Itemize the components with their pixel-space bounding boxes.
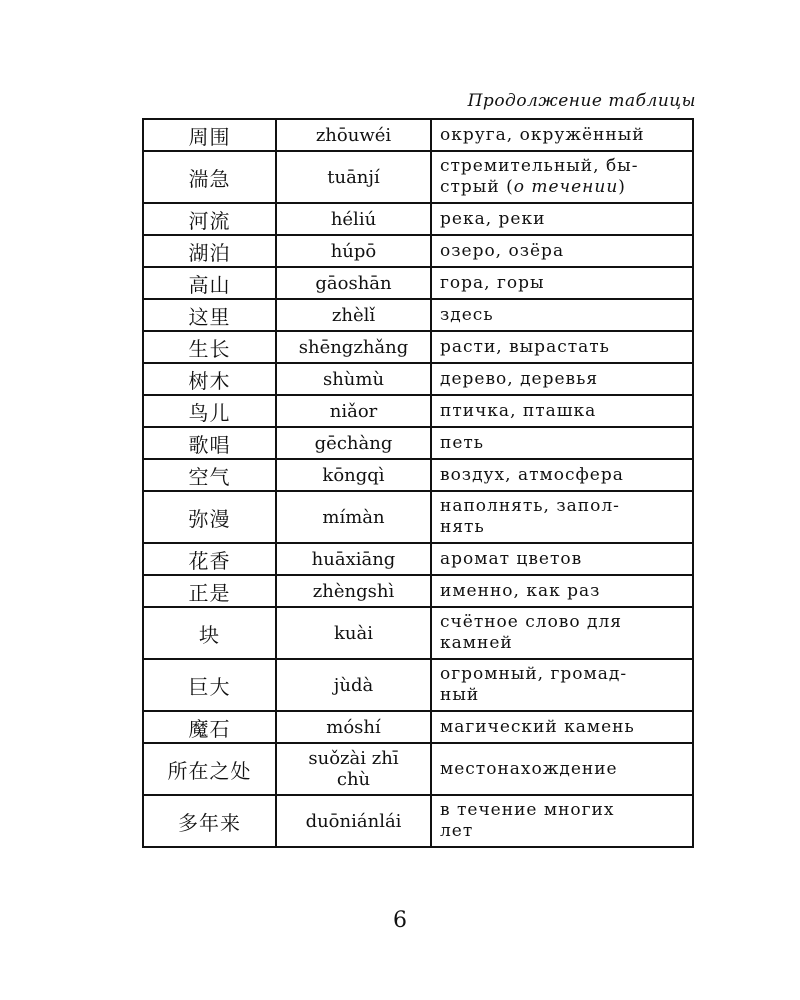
table-row [143, 203, 693, 235]
translation-line: стремительный, бы- [440, 156, 639, 176]
table-row [143, 795, 693, 847]
pinyin-cell: mímàn [276, 491, 431, 543]
hanzi-cell: 所在之处 [143, 743, 276, 795]
table-row [143, 235, 693, 267]
translation-italic-note: о течении [513, 177, 619, 197]
pinyin-line: chù [336, 769, 371, 790]
translation-line: в течение многих [440, 800, 615, 820]
hanzi-cell: 鸟儿 [143, 395, 276, 427]
hanzi-cell: 块 [143, 607, 276, 659]
hanzi-cell: 正是 [143, 575, 276, 607]
pinyin-cell: jùdà [276, 659, 431, 711]
pinyin-cell: huāxiāng [276, 543, 431, 575]
translation-cell: птичка, пташка [431, 395, 693, 427]
pinyin-cell: gāoshān [276, 267, 431, 299]
table-row [143, 395, 693, 427]
hanzi-cell: 湍急 [143, 151, 276, 203]
translation-line: стрый ( [440, 177, 514, 197]
hanzi-cell: 高山 [143, 267, 276, 299]
hanzi-cell: 生长 [143, 331, 276, 363]
pinyin-cell: móshí [276, 711, 431, 743]
pinyin-cell: gēchàng [276, 427, 431, 459]
table-row [143, 743, 693, 795]
translation-cell: воздух, атмосфера [431, 459, 693, 491]
table-row [143, 331, 693, 363]
translation-cell: местонахождение [431, 743, 693, 795]
translation-cell [431, 607, 693, 659]
translation-line: огромный, громад- [440, 664, 628, 684]
hanzi-cell: 树木 [143, 363, 276, 395]
hanzi-cell: 湖泊 [143, 235, 276, 267]
hanzi-cell: 周围 [143, 119, 276, 151]
hanzi-cell: 巨大 [143, 659, 276, 711]
translation-cell: аромат цветов [431, 543, 693, 575]
pinyin-cell: zhèlǐ [276, 299, 431, 331]
translation-cell [431, 795, 693, 847]
pinyin-cell: zhèngshì [276, 575, 431, 607]
translation-cell: дерево, деревья [431, 363, 693, 395]
translation-cell [431, 151, 693, 203]
pinyin-cell: kuài [276, 607, 431, 659]
translation-cell: петь [431, 427, 693, 459]
hanzi-cell: 花香 [143, 543, 276, 575]
table-row [143, 363, 693, 395]
translation-cell: расти, вырастать [431, 331, 693, 363]
translation-line: ный [440, 685, 480, 705]
table-row [143, 575, 693, 607]
pinyin-cell: shēngzhǎng [276, 331, 431, 363]
translation-line: нять [440, 517, 485, 537]
hanzi-cell: 歌唱 [143, 427, 276, 459]
hanzi-cell: 弥漫 [143, 491, 276, 543]
pinyin-cell: héliú [276, 203, 431, 235]
pinyin-cell: húpō [276, 235, 431, 267]
pinyin-cell: duōniánlái [276, 795, 431, 847]
table-row [143, 119, 693, 151]
translation-cell: именно, как раз [431, 575, 693, 607]
table-row [143, 659, 693, 711]
pinyin-cell [276, 743, 431, 795]
translation-cell: гора, горы [431, 267, 693, 299]
translation-cell: магический камень [431, 711, 693, 743]
hanzi-cell: 河流 [143, 203, 276, 235]
translation-line: счётное слово для [440, 612, 623, 632]
pinyin-cell: tuānjí [276, 151, 431, 203]
translation-cell: здесь [431, 299, 693, 331]
translation-cell: озеро, озёра [431, 235, 693, 267]
table-continuation-caption: Продолжение таблицы [467, 91, 696, 111]
translation-line: камней [440, 633, 513, 653]
hanzi-cell: 空气 [143, 459, 276, 491]
table-row [143, 151, 693, 203]
pinyin-cell: kōngqì [276, 459, 431, 491]
translation-line: лет [440, 821, 474, 841]
table-row [143, 459, 693, 491]
translation-line: наполнять, запол- [440, 496, 620, 516]
vocabulary-table [142, 118, 694, 848]
table-row [143, 491, 693, 543]
translation-closing-paren: ) [618, 177, 626, 197]
table-row [143, 543, 693, 575]
hanzi-cell: 这里 [143, 299, 276, 331]
table-row [143, 427, 693, 459]
translation-cell: река, реки [431, 203, 693, 235]
table-row [143, 299, 693, 331]
pinyin-cell: zhōuwéi [276, 119, 431, 151]
hanzi-cell: 多年来 [143, 795, 276, 847]
table-row [143, 607, 693, 659]
translation-cell [431, 659, 693, 711]
pinyin-cell: shùmù [276, 363, 431, 395]
hanzi-cell: 魔石 [143, 711, 276, 743]
translation-cell [431, 491, 693, 543]
pinyin-cell: niǎor [276, 395, 431, 427]
pinyin-line: suǒzài zhī [308, 748, 399, 769]
table-row [143, 711, 693, 743]
translation-cell: округа, окружённый [431, 119, 693, 151]
page-number: 6 [393, 908, 407, 933]
table-row [143, 267, 693, 299]
